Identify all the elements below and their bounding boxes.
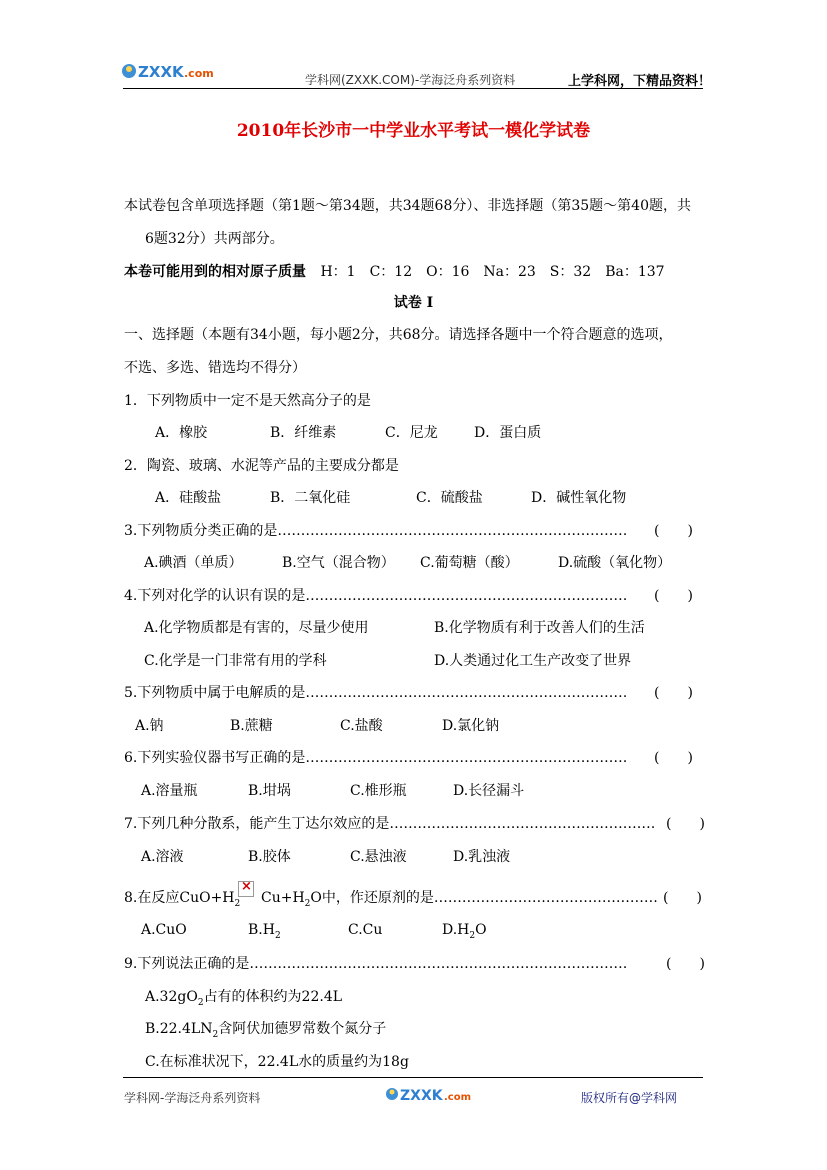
q2-option-b: B．二氧化硅 bbox=[270, 490, 351, 506]
q3-option-c: C.葡萄糖（酸） bbox=[420, 555, 519, 571]
q2-option-a: A．硅酸盐 bbox=[155, 490, 222, 506]
q9-option-a-sub: 2 bbox=[197, 997, 204, 1008]
question-5-stem: 5.下列物质中属于电解质的是…………………………………………………………… bbox=[124, 685, 628, 701]
zxxk-logo bbox=[120, 58, 220, 84]
section-title: 试卷 I bbox=[393, 295, 434, 311]
footer-logo-suffix: .com bbox=[444, 1092, 472, 1103]
question-4-stem: 4.下列对化学的认识有误的是…………………………………………………………… bbox=[124, 588, 628, 604]
intro-line-1: 本试卷包含单项选择题（第1题～第34题，共34题68分）、非选择题（第35题～第40题，共 bbox=[124, 198, 691, 214]
q6-option-b: B.坩埚 bbox=[248, 783, 291, 799]
q5-option-c: C.盐酸 bbox=[340, 718, 383, 734]
logo-text: ZXXK bbox=[138, 63, 184, 81]
q8-answer-paren: ( ) bbox=[663, 890, 702, 906]
question-6-stem: 6.下列实验仪器书写正确的是…………………………………………………………… bbox=[124, 750, 628, 766]
atomic-mass-values: H：1 C：12 O：16 Na：23 S：32 Ba：137 bbox=[320, 264, 665, 280]
q5-option-d: D.氯化钠 bbox=[442, 718, 500, 734]
question-3-stem: 3.下列物质分类正确的是………………………………………………………………… bbox=[124, 523, 628, 539]
page-title: 2010年长沙市一中学业水平考试一模化学试卷 bbox=[236, 121, 591, 141]
q4-option-d: D.人类通过化工生产改变了世界 bbox=[434, 653, 632, 669]
q8-option-a: A.CuO bbox=[141, 922, 187, 938]
q8-option-b-text: B.H bbox=[248, 922, 275, 938]
q4-option-b: B.化学物质有利于改善人们的生活 bbox=[434, 620, 645, 636]
header-right-text: 上学科网，下精品资料！ bbox=[568, 74, 712, 89]
question-7-stem: 7.下列几种分散系，能产生丁达尔效应的是………………………………………………… bbox=[124, 816, 656, 832]
q9-option-b bbox=[145, 1018, 386, 1040]
q6-option-c: C.椎形瓶 bbox=[350, 783, 407, 799]
question-9-stem: 9.下列说法正确的是……………………………………………………………………… bbox=[124, 956, 628, 972]
q8-option-d bbox=[442, 922, 487, 941]
q9-option-a-pre: A.32gO bbox=[145, 989, 198, 1005]
q7-option-d: D.乳浊液 bbox=[453, 849, 511, 865]
q1-option-b: B．纤维素 bbox=[270, 425, 337, 441]
atomic-mass-label: 本卷可能用到的相对原子质量 bbox=[124, 264, 306, 280]
q7-answer-paren: ( ) bbox=[666, 816, 705, 832]
q9-option-a bbox=[145, 986, 342, 1008]
question-1-stem: 1．下列物质中一定不是天然高分子的是 bbox=[124, 393, 371, 409]
footer-left-text: 学科网-学海泛舟系列资料 bbox=[124, 1091, 261, 1105]
header-center-text: 学科网(ZXXK.COM)-学海泛舟系列资料 bbox=[305, 73, 516, 87]
q8-subscript-1: 2 bbox=[234, 898, 241, 909]
q9-option-c: C.在标准状况下，22.4L水的质量约为18g bbox=[145, 1054, 409, 1070]
q5-option-b: B.蔗糖 bbox=[230, 718, 273, 734]
footer-divider bbox=[123, 1077, 703, 1078]
part-intro-line-1: 一、选择题（本题有34小题，每小题2分，共68分。请选择各题中一个符合题意的选项， bbox=[124, 327, 673, 343]
q9-option-b-pre: B.22.4LN bbox=[145, 1021, 213, 1037]
q8-reactants-text: 8.在反应CuO+H bbox=[124, 890, 235, 906]
q6-option-a: A.溶量瓶 bbox=[141, 783, 198, 799]
q9-answer-paren: ( ) bbox=[666, 956, 705, 972]
q3-answer-paren: ( ) bbox=[654, 523, 693, 539]
q1-option-c: C．尼龙 bbox=[385, 425, 438, 441]
q4-option-a: A.化学物质都是有害的，尽量少使用 bbox=[144, 620, 369, 636]
q8-option-d-text: D.H bbox=[442, 922, 470, 938]
q7-option-a: A.溶液 bbox=[141, 849, 184, 865]
q9-option-b-post: 含阿伏加德罗常数个氮分子 bbox=[218, 1021, 387, 1037]
q8-option-b-sub: 2 bbox=[274, 930, 281, 941]
footer-logo-text: ZXXK bbox=[400, 1088, 443, 1104]
q8-products-text: Cu+H bbox=[261, 890, 305, 906]
question-8-stem-pre bbox=[124, 887, 240, 909]
q3-option-a: A.碘酒（单质） bbox=[144, 555, 243, 571]
q9-option-a-post: 占有的体积约为22.4L bbox=[203, 989, 343, 1005]
question-8-stem-post bbox=[261, 887, 658, 909]
q8-option-d-tail: O bbox=[475, 922, 487, 938]
part-intro-line-2: 不选、多选、错选均不得分） bbox=[124, 360, 306, 376]
q1-option-a: A．橡胶 bbox=[155, 425, 208, 441]
footer-zxxk-logo bbox=[384, 1082, 480, 1106]
header-divider bbox=[123, 88, 703, 89]
q3-option-d: D.硫酸（氧化物） bbox=[558, 555, 672, 571]
q8-option-d-sub: 2 bbox=[469, 930, 476, 941]
q8-subscript-2: 2 bbox=[304, 898, 311, 909]
q4-option-c: C.化学是一门非常有用的学科 bbox=[144, 653, 327, 669]
logo-suffix: .com bbox=[184, 67, 214, 80]
question-2-stem: 2．陶瓷、玻璃、水泥等产品的主要成分都是 bbox=[124, 458, 399, 474]
q7-option-b: B.胶体 bbox=[248, 849, 291, 865]
q5-answer-paren: ( ) bbox=[654, 685, 693, 701]
q3-option-b: B.空气（混合物） bbox=[282, 555, 395, 571]
q1-option-d: D．蛋白质 bbox=[474, 425, 542, 441]
q8-option-b bbox=[248, 922, 281, 941]
q2-option-c: C．硫酸盐 bbox=[416, 490, 483, 506]
q7-option-c: C.悬浊液 bbox=[350, 849, 407, 865]
q8-stem-tail: O中，作还原剂的是………………………………………… bbox=[310, 890, 658, 906]
intro-line-2: 6题32分）共两部分。 bbox=[145, 231, 284, 247]
q6-answer-paren: ( ) bbox=[654, 750, 693, 766]
q4-answer-paren: ( ) bbox=[654, 588, 693, 604]
q2-option-d: D．碱性氧化物 bbox=[531, 490, 627, 506]
atomic-mass-line bbox=[124, 261, 665, 281]
q5-option-a: A.钠 bbox=[135, 718, 164, 734]
broken-image-icon bbox=[238, 881, 254, 897]
q8-option-c: C.Cu bbox=[348, 922, 383, 938]
q6-option-d: D.长径漏斗 bbox=[453, 783, 525, 799]
footer-right-text: 版权所有@学科网 bbox=[581, 1091, 678, 1105]
q9-option-b-sub: 2 bbox=[212, 1029, 219, 1040]
